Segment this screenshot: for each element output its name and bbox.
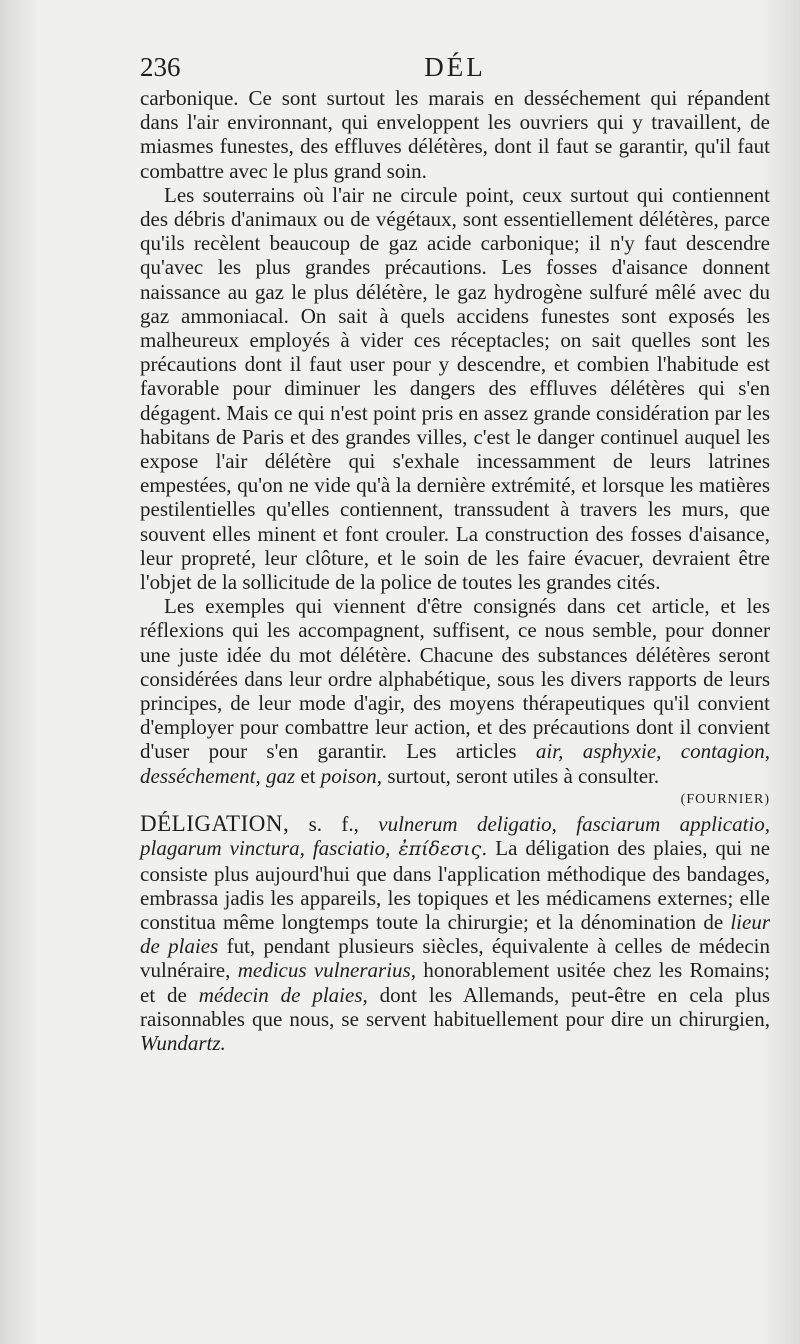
page-number: 236	[140, 52, 181, 82]
paragraph-3	[140, 594, 770, 812]
main-text	[140, 86, 770, 1055]
term-poison: poison,	[320, 763, 383, 788]
term-dessechement: desséchement,	[140, 763, 261, 788]
term-medecin-de-plaies: médecin de plaies,	[198, 982, 368, 1007]
entry-deligation	[140, 812, 770, 1055]
term-contagion: contagion,	[680, 739, 771, 764]
entry-text-3: honorablement usitée chez les Romains; et de	[140, 958, 770, 1007]
latin-synonym-3: plagarum vinctura,	[140, 836, 305, 861]
latin-synonym-1: vulnerum deligatio,	[378, 812, 557, 837]
latin-synonym-2: fasciarum applicatio,	[576, 812, 771, 837]
latin-synonym-4: fasciatio,	[312, 836, 391, 861]
greek-synonym: ἐπίδεσις.	[398, 838, 488, 861]
signature-line	[140, 788, 770, 812]
term-air: air,	[535, 739, 564, 764]
term-asphyxie: asphyxie,	[582, 739, 662, 764]
part-of-speech: s. f.,	[308, 812, 359, 837]
word-et: et	[300, 763, 316, 788]
headword: DÉLIGATION,	[140, 811, 290, 837]
paragraph-2: Les souterrains où l'air ne circule point, ceux surtout qui contiennent des débris d'animaux ou de végétaux, sont essentiellement délétères, parce qu'ils recèlent beaucoup de gaz acide carbonique; il n'y faut descendre qu'avec les plus grandes précautions. Les fosses d'aisance donnent naissance au gaz le plus délétère, le gaz hydrogène sulfuré mêlé avec du gaz ammoniacal. On sait à quels accidens funestes sont exposés les malheureux employés à vider ces réceptacles; on sait quelles sont les précautions dont il faut user pour y descendre, et combien l'habitude est favorable pour diminuer les dangers des effluves délétères qui s'en dégagent. Mais ce qui n'est point pris en assez grande considération par les habitans de Paris et des grandes villes, c'est le danger continuel auquel les expose l'air délétère qui s'exhale incessamment de leurs latrines empestées, qu'on ne vide qu'à la dernière extrémité, et lorsque les matières pestilentielles qu'elles contiennent, transsudent à travers les murs, que souvent elles minent et font crouler. La construction des fosses d'aisance, leur propreté, leur clôture, et le soin de les faire évacuer, devraient être l'objet de la sollicitude de la police de toutes les grandes cités.	[140, 182, 770, 595]
term-wundartz: Wundartz.	[140, 1030, 226, 1055]
entry-text-1: La déligation des plaies, qui ne consiste plus aujourd'hui que dans l'application méthodique des bandages, embrassa jadis les appareils, les topiques et les médicamens externes; elle constitua même longtemps toute la chirurgie; et la dénomination de	[140, 836, 771, 934]
entry-text-4: dont les Allemands, peut-être en cela plus raisonnables que nous, se servent habituellement pour dire un chirurgien,	[140, 982, 771, 1031]
term-lieur-de-plaies: lieur de plaies	[140, 909, 770, 959]
page-header	[140, 50, 770, 84]
paragraph-3-text: Les exemples qui viennent d'être consignés dans cet article, et les réflexions qui les accompagnent, suffisent, ce nous semble, pour donner une juste idée du mot délétère. Chacune des substances délétères seront considérées dans leur ordre alphabétique, sous les divers rapports de leurs principes, de leur mode d'agir, des moyens thérapeutiques qu'il convient d'employer pour combattre leur action, et des précautions dont il convient d'user pour s'en garantir. Les articles	[140, 594, 770, 764]
paragraph-1: carbonique. Ce sont surtout les marais en desséchement qui répandent dans l'air environnant, qui enveloppent les ouvriers qui y travaillent, de miasmes funestes, des effluves délétères, dont il faut se garantir, qu'il faut combattre avec le plus grand soin.	[140, 86, 770, 183]
author-signature: (FOURNIER)	[680, 791, 770, 807]
paragraph-3-tail: surtout, seront utiles à consulter.	[387, 763, 660, 788]
running-head: DÉL	[424, 52, 486, 82]
term-gaz: gaz	[265, 763, 296, 788]
term-medicus-vulnerarius: medicus vulnerarius,	[237, 958, 416, 983]
entry-text-2: fut, pendant plusieurs siècles, équivalente à celles de médecin vulnéraire,	[140, 934, 771, 983]
